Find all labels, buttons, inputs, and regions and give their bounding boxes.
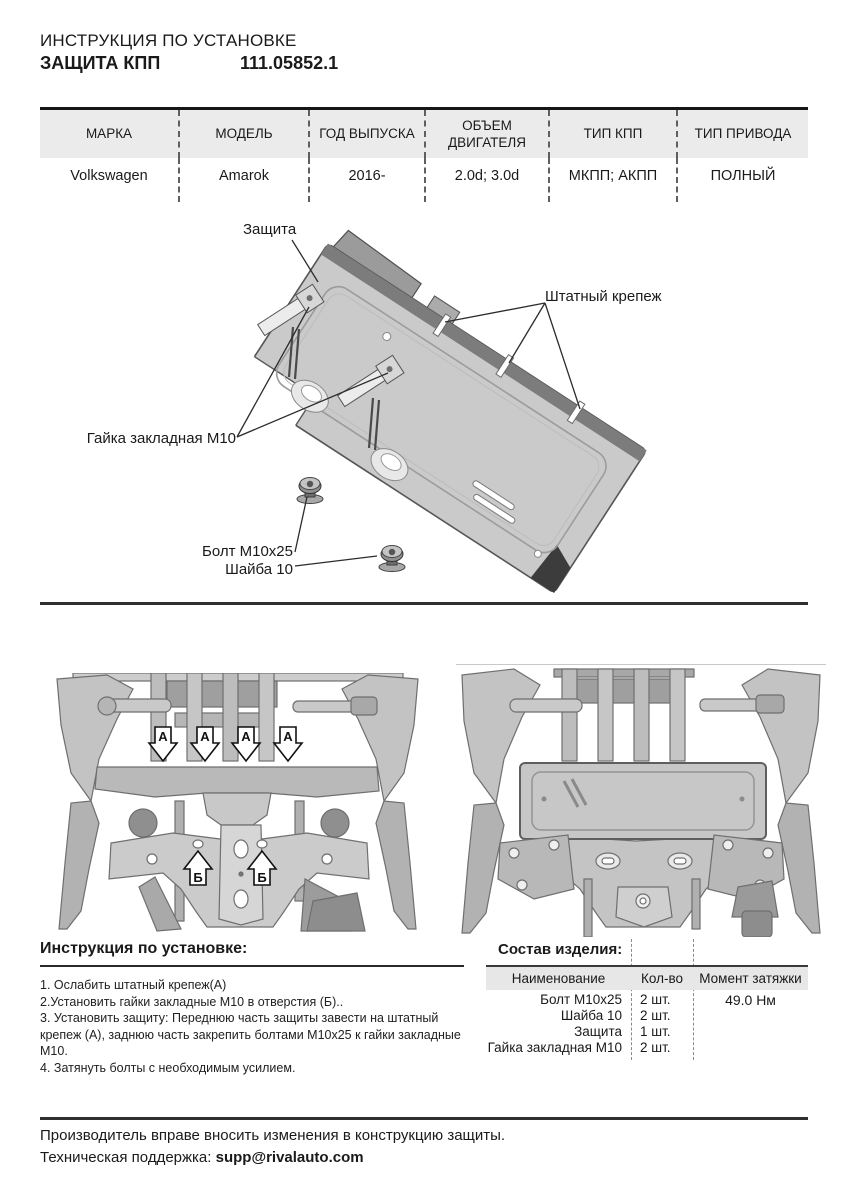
bolt-washer-1 [297,478,323,504]
instructions-steps [40,977,464,1076]
spec-header-brand: МАРКА [40,110,178,158]
step-1: 1. Ослабить штатный крепеж(А) [40,978,227,992]
spec-value-brand: Volkswagen [70,168,148,184]
part-torque [693,1040,808,1056]
part-name: Болт М10х25 [540,992,622,1007]
part-name: Шайба 10 [560,1008,622,1023]
parts-title: Состав изделия: [498,941,628,958]
spec-value-engine: 2.0d; 3.0d [424,158,548,202]
underbody-photo-illustration [55,673,420,933]
parts-header-qty: Кол-во [641,971,683,986]
doc-type-title: ИНСТРУКЦИЯ ПО УСТАНОВКЕ [40,31,297,50]
parts-table [486,939,808,1061]
bolt-washer-2 [379,546,405,572]
label-washer: Шайба 10 [225,561,293,578]
support-email: supp@rivalauto.com [215,1149,364,1166]
instructions-title: Инструкция по установке: [40,940,464,967]
label-bolt-washer [130,543,293,579]
product-title: ЗАЩИТА КПП [40,53,161,73]
footer-notice: Производитель вправе вносить изменения в конструкцию защиты. [40,1127,506,1144]
parts-header-name: Наименование [511,971,606,986]
spec-value-year: 2016- [308,158,424,202]
step-4: 4. Затянуть болты с необходимым усилием. [40,1060,296,1075]
label-bolt: Болт М10х25 [201,543,293,560]
spec-value-gearbox: МКПП; АКПП [548,158,676,202]
svg-text:Б: Б [257,870,267,885]
footer-support [40,1149,364,1166]
part-number: 111.05852.1 [240,53,339,73]
spec-header-year: ГОД ВЫПУСКА [308,110,424,158]
installation-instructions [40,940,464,1076]
section-divider [40,602,808,605]
spec-value-drive: ПОЛНЫЙ [676,158,808,202]
parts-header-torque: Момент затяжки [699,971,802,986]
spec-header-drive: ТИП ПРИВОДА [676,110,808,158]
part-name: Гайка закладная М10 [487,1040,622,1055]
svg-text:А: А [200,729,210,744]
vehicle-spec-table [40,107,808,202]
step-3: 3. Установить защиту: Переднюю часть защиты завести на штатный крепеж (А), заднюю часть закрепить болтами М10х25 к гайки закладные М10. [40,1011,461,1058]
part-qty: 1 шт. [640,1024,671,1039]
part-torque [693,1008,808,1024]
part-name: Защита [574,1024,622,1039]
spec-header-gearbox: ТИП КПП [548,110,676,158]
spec-header-model: МОДЕЛЬ [178,110,308,158]
installed-plate [520,763,766,839]
installed-shield-illustration [456,665,826,937]
svg-text:А: А [241,729,251,744]
part-qty: 2 шт. [640,1040,671,1055]
support-label: Техническая поддержка: [40,1149,216,1166]
part-torque [693,1024,808,1040]
svg-text:Б: Б [193,870,203,885]
parts-header-row [486,967,808,990]
step-2: 2.Установить гайки закладные М10 в отверстия (Б).. [40,994,344,1009]
footer-divider [40,1117,808,1120]
svg-text:А: А [158,729,168,744]
spec-value-model: Amarok [178,158,308,202]
svg-text:А: А [283,729,293,744]
part-qty: 2 шт. [640,1008,671,1023]
label-shield: Защита [243,221,297,238]
part-qty: 2 шт. [640,992,671,1007]
spec-header-engine: ОБЪЕМ ДВИГАТЕЛЯ [424,110,548,158]
photo-underbody-installed [456,664,826,942]
photo-underbody-before [55,673,420,938]
label-factory-mount: Штатный крепеж [545,288,662,305]
exploded-diagram [60,215,705,600]
label-insert-nut: Гайка закладная М10 [86,430,236,447]
part-torque: 49.0 Нм [725,992,776,1008]
parts-rows [486,992,808,1056]
